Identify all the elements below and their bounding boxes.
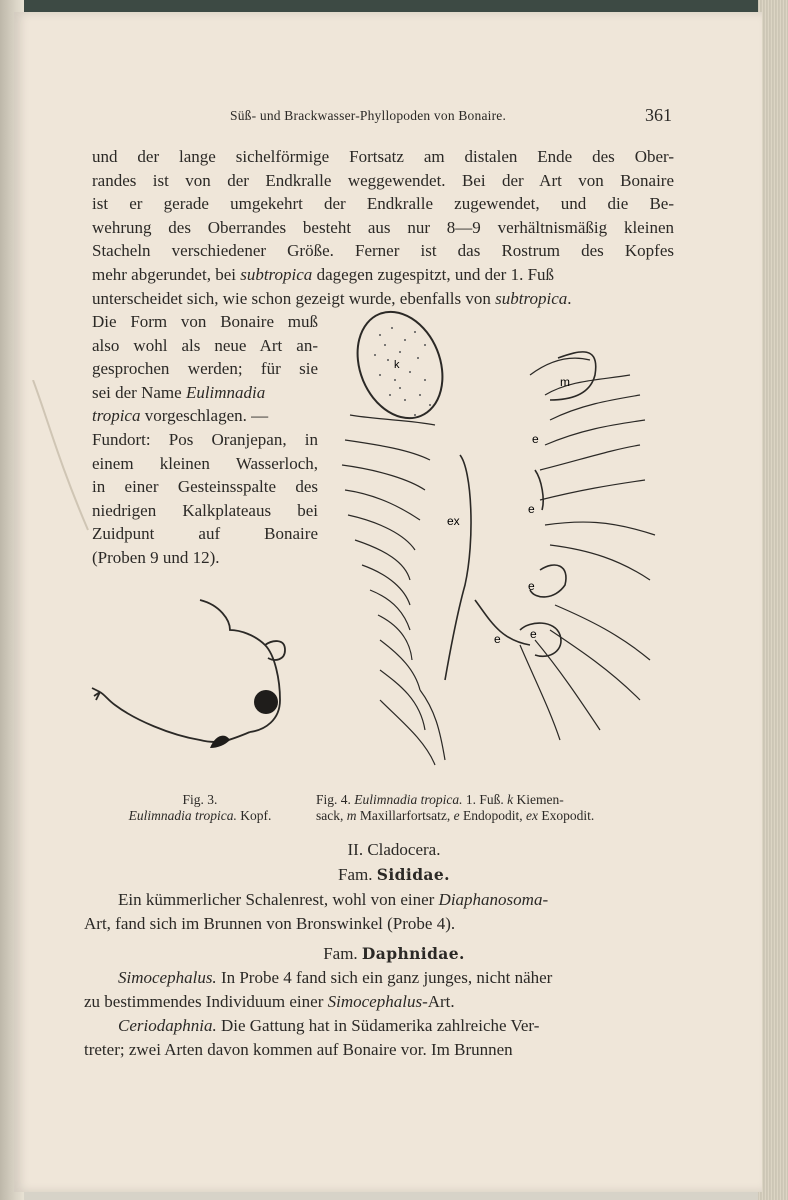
italic-genus: Simocephalus [327, 991, 423, 1011]
page-number: 361 [645, 105, 672, 125]
text-span: In Probe 4 fand sich ein ganz junges, nicht näher [216, 968, 553, 987]
fig4-setae-right [520, 358, 655, 740]
fig4-line [316, 792, 676, 808]
text-line: Stacheln verschiedener Größe. Ferner ist das Rostrum des Kopfes [92, 241, 674, 261]
italic-abbrev: k [507, 792, 514, 807]
italic-abbrev: e [453, 808, 460, 823]
fig4-setae-left [342, 415, 445, 765]
text-line: Art, fand sich im Brunnen von Bronswinkel (Probe 4). [84, 913, 456, 933]
italic-species: Eulimnadia tropica. [128, 808, 237, 823]
text-span: Die Gattung hat in Südamerika zahlreiche Ver- [216, 1016, 540, 1035]
text-line: einem kleinen Wasserloch, [92, 453, 318, 473]
fam-name: Sididae. [376, 865, 450, 884]
italic-species: Eulimnadia tropica. [354, 792, 463, 807]
fig3-head-drawing [92, 600, 285, 742]
text-line: wehrung des Oberrandes besteht aus nur 8—9 verhältnismäßig kleinen [92, 217, 674, 237]
text-span: vorgeschlagen. — [140, 406, 269, 426]
text-line: also wohl als neue Art an- [92, 335, 318, 355]
top-paragraph [92, 145, 674, 310]
page-edges [758, 0, 788, 1200]
fig3-text [100, 808, 300, 824]
fam-prefix: Fam. [323, 944, 362, 963]
text-span: sei der Name [92, 382, 186, 402]
text-line [84, 990, 668, 1014]
text-span: Kiemen- [513, 792, 564, 807]
text-line [84, 966, 668, 990]
italic-species: subtropica [240, 264, 313, 284]
text-line: niedrigen Kalkplateaus bei [92, 500, 318, 520]
text-line: in einer Gesteinsspalte des [92, 477, 318, 497]
section-heading: II. Cladocera. [347, 840, 441, 859]
italic-genus: Ceriodaphnia. [118, 1016, 217, 1035]
paragraph-simocephalus [84, 966, 668, 1013]
text-line [92, 263, 674, 287]
fam-prefix: Fam. [338, 865, 377, 884]
italic-abbrev: ex [525, 808, 538, 823]
text-span: sack, [316, 808, 347, 823]
label-e: e [494, 632, 501, 646]
figure-drawings [80, 300, 680, 790]
text-line [84, 1014, 668, 1038]
text-span: Kopf. [236, 808, 272, 823]
italic-abbrev: m [346, 808, 357, 823]
italic-species: tropica [92, 406, 141, 426]
text-span: zu bestimmendes Individuum einer [84, 991, 328, 1011]
text-span: 1. Fuß. [462, 792, 508, 807]
fig3-number: Fig. 3. [182, 792, 218, 807]
text-span: Ein kümmerlicher Schalenrest, wohl von einer [118, 890, 439, 909]
label-e: e [532, 432, 539, 446]
italic-genus: Diaphanosoma- [438, 890, 549, 909]
label-k: k [394, 359, 400, 371]
text-line: Die Form von Bonaire muß [92, 312, 318, 331]
text-line: Zuidpunt auf Bonaire [92, 524, 318, 544]
text-line: treter; zwei Arten davon kommen auf Bonaire vor. Im Brunnen [84, 1039, 513, 1059]
text-line [84, 888, 668, 912]
text-line: randes ist von der Endkralle weggewendet. Bei der Art von Bonaire [92, 170, 674, 190]
text-span: Maxillarfortsatz, [356, 808, 454, 823]
fig4-exopodite [445, 455, 530, 680]
text-span: Exopodit. [537, 808, 595, 823]
text-span: -Art. [422, 991, 455, 1011]
text-span: . [567, 288, 572, 308]
label-e: e [528, 502, 535, 516]
text-span: unterscheidet sich, wie schon gezeigt wurde, ebenfalls von [92, 288, 496, 308]
text-line: Fundort: Pos Oranjepan, in [92, 429, 318, 449]
fam-name: Daphnidae. [361, 944, 465, 963]
family-heading-sididae [0, 865, 788, 885]
text-line: gesprochen werden; für sie [92, 359, 318, 379]
fig4-caption [316, 792, 676, 824]
fig3-caption [100, 792, 300, 824]
label-e: e [528, 579, 535, 593]
text-span: mehr abgerundet, bei [92, 264, 241, 284]
label-m: m [560, 375, 570, 389]
paragraph-ceriodaphnia [84, 1014, 668, 1061]
text-span: Endopodit, [459, 808, 526, 823]
text-line: (Proben 9 und 12). [92, 547, 220, 567]
text-span: dagegen zugespitzt, und der 1. Fuß [312, 264, 555, 284]
text-line: ist er gerade umgekehrt der Endkralle zugewendet, und die Be- [92, 194, 674, 214]
family-heading-daphnidae [0, 944, 788, 964]
text-line: und der lange sichelförmige Fortsatz am distalen Ende des Ober- [92, 147, 674, 166]
fig4-line [316, 808, 676, 824]
italic-genus: Simocephalus. [118, 968, 217, 987]
label-ex: ex [447, 514, 460, 528]
fig4-gill-sac [342, 300, 457, 431]
fig3-eye [254, 690, 278, 714]
italic-species: subtropica [495, 288, 568, 308]
paragraph-sididae [84, 888, 668, 935]
fig4-number: Fig. 4. [316, 792, 351, 807]
running-head: Süß- und Brackwasser-Phyllopoden von Bonaire. [230, 108, 507, 123]
label-e: e [530, 627, 537, 641]
italic-genus: Eulimnadia [185, 382, 266, 402]
